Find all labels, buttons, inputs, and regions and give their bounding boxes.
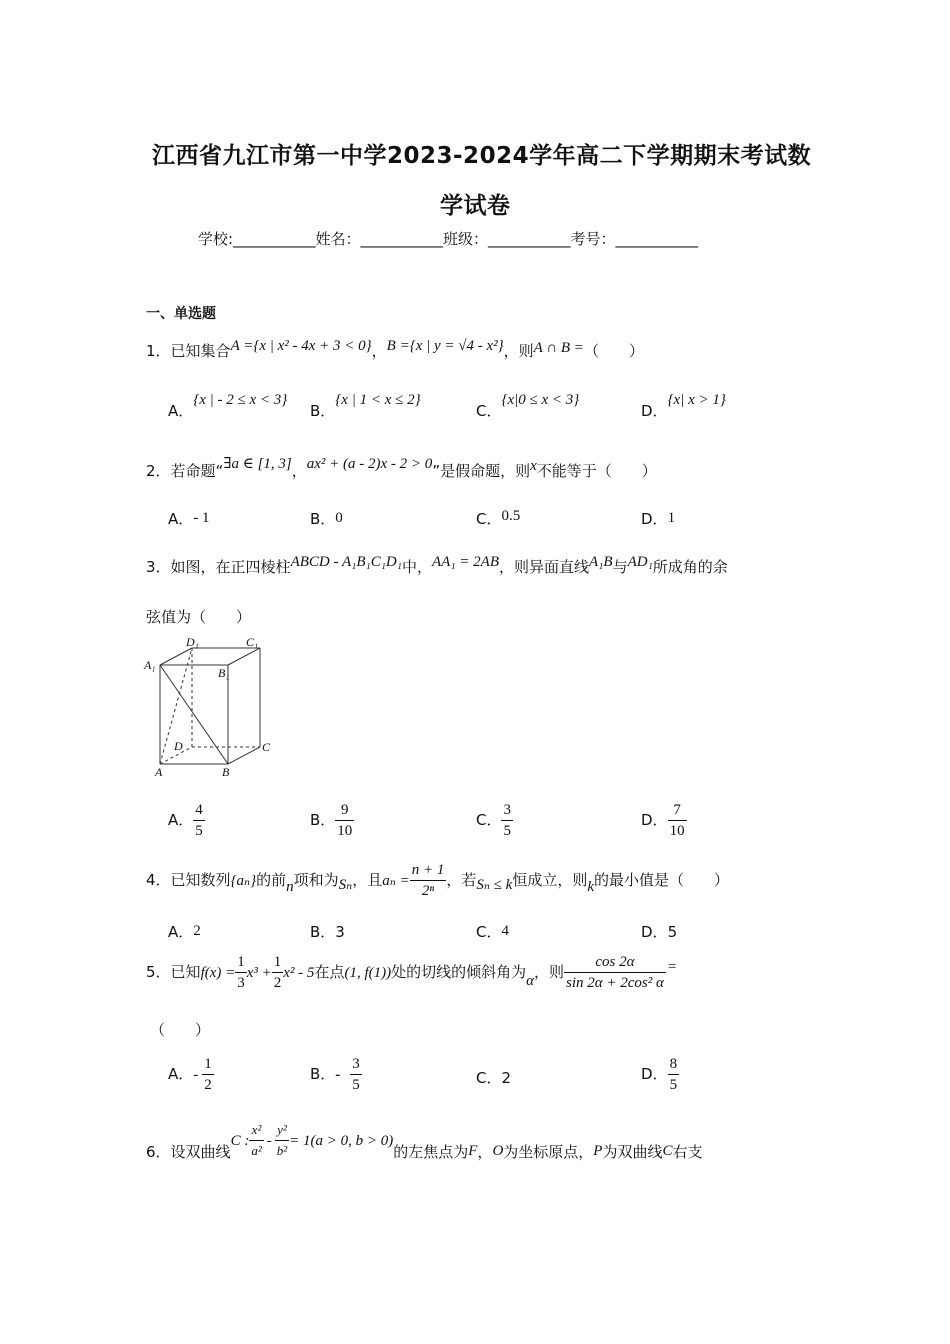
option-math: {x | - 2 ≤ x < 3} — [193, 392, 288, 408]
stem-text: 处的切线的倾斜角为 — [391, 963, 527, 981]
math-line-a1b: A₁B — [589, 554, 613, 570]
option-label: C． — [476, 923, 502, 941]
numerator: 3 — [501, 800, 513, 821]
math-prism: ABCD - A₁B₁C₁D₁ — [290, 554, 402, 570]
stem-text: 右支 — [672, 1143, 703, 1161]
math-intersection: A ∩ B = — [533, 340, 584, 356]
option-label: B． — [310, 1065, 336, 1083]
question-1 — [146, 340, 644, 361]
denominator: 10 — [337, 823, 353, 839]
stem-text: ，且 — [352, 871, 383, 889]
numerator: 3 — [350, 1054, 362, 1075]
numerator: 8 — [668, 1054, 680, 1075]
numerator: 1 — [235, 952, 247, 973]
option-math: {x|0 ≤ x < 3} — [501, 392, 580, 408]
option-fraction — [501, 800, 513, 841]
student-info-line: 学校:___________姓名：___________班级：___________考号：___________ — [198, 230, 699, 248]
q3-option-b[interactable] — [310, 800, 354, 841]
option-label: C． — [476, 510, 502, 528]
stem-text: 已知数列 — [170, 871, 231, 889]
math-k: k — [587, 879, 595, 895]
section-heading: 一、单选题 — [146, 306, 216, 322]
stem-text: 中， — [401, 558, 432, 576]
edge-d1-a1 — [160, 648, 192, 665]
stem-text: 的最小值是（ ） — [594, 871, 730, 889]
math-alpha: α — [526, 973, 534, 989]
option-value: 0 — [335, 510, 343, 526]
stem-text: 的左焦点为 — [393, 1143, 469, 1161]
stem-text: 为坐标原点， — [503, 1143, 594, 1161]
math-inequality: ax² + (a - 2)x - 2 > 0 — [306, 456, 433, 472]
denominator: 5 — [195, 823, 203, 839]
q4-option-b[interactable] — [310, 921, 345, 942]
math-minus: - — [266, 1133, 272, 1149]
stem-text: 已知集合 — [170, 342, 231, 360]
q1-option-c[interactable] — [476, 388, 580, 420]
option-label: C． — [476, 811, 502, 829]
question-3-line2: 弦值为（ ） — [146, 608, 252, 626]
option-value: - 1 — [193, 510, 210, 526]
edge-b1-c1 — [228, 648, 260, 665]
option-label: D． — [641, 923, 668, 941]
math-hyperbola-condition: = 1(a > 0, b > 0) — [289, 1133, 394, 1149]
label-c1: C₁ — [246, 635, 259, 649]
page-title-line1: 江西省九江市第一中学2023-2024学年高二下学期期末考试数 — [152, 143, 812, 169]
option-label: C． — [476, 1069, 502, 1087]
option-fraction — [668, 800, 687, 841]
option-label: B． — [310, 402, 336, 420]
math-set-b: B ={x | y = √4 - x²} — [386, 338, 504, 354]
numerator: x² — [249, 1120, 263, 1141]
option-math: {x | 1 < x ≤ 2} — [335, 392, 421, 408]
math-equals: = — [667, 959, 677, 975]
option-value: 5 — [667, 923, 678, 941]
question-4 — [146, 860, 729, 901]
option-math: {x| x > 1} — [667, 392, 726, 408]
edge-b-c — [228, 747, 260, 764]
math-sn: Sₙ — [338, 877, 353, 893]
question-6 — [146, 1120, 703, 1161]
math-sn-bound: Sₙ ≤ k — [476, 877, 513, 893]
denominator: b² — [276, 1143, 288, 1158]
option-fraction — [335, 800, 354, 841]
q5-option-d[interactable] — [641, 1054, 679, 1095]
label-b1: B₁ — [218, 666, 230, 680]
denominator: 2 — [204, 1077, 212, 1093]
option-label: A． — [168, 1065, 194, 1083]
numerator: 7 — [668, 800, 687, 821]
option-value: 2 — [193, 923, 201, 939]
option-label: C． — [476, 402, 502, 420]
option-value: 0.5 — [501, 508, 521, 524]
denominator: 5 — [503, 823, 511, 839]
numerator: n + 1 — [410, 860, 447, 881]
q2-option-d[interactable] — [641, 508, 675, 529]
question-number: 2． — [146, 462, 171, 480]
stem-text: ， — [477, 1143, 493, 1161]
q4-option-a[interactable] — [168, 921, 201, 942]
option-label: A． — [168, 510, 194, 528]
label-c: C — [262, 740, 271, 754]
math-x: x — [530, 458, 537, 474]
stem-text: 不能等于（ ） — [536, 462, 657, 480]
option-sign: - — [335, 1067, 341, 1083]
denominator: a² — [251, 1143, 262, 1158]
question-5-line2: （ ） — [150, 1021, 211, 1039]
question-3 — [146, 556, 728, 577]
math-n: n — [286, 879, 294, 895]
denominator: 10 — [669, 823, 685, 839]
stem-text: 若命题“ — [170, 462, 224, 480]
q1-option-b[interactable] — [310, 388, 421, 420]
denominator: 3 — [237, 975, 245, 991]
denominator: 2 — [273, 975, 282, 991]
math-fx: f(x) = — [200, 965, 236, 981]
numerator: 1 — [272, 952, 284, 973]
q1-option-d[interactable] — [641, 388, 726, 420]
math-edge-ratio: AA₁ = 2AB — [432, 554, 499, 570]
q4-option-c[interactable] — [476, 921, 509, 942]
page-title-line2: 学试卷 — [440, 193, 511, 219]
math-c-label: C : — [230, 1133, 250, 1149]
q4-option-d[interactable] — [641, 921, 677, 942]
stem-text: 与 — [612, 558, 628, 576]
option-label: A． — [168, 923, 194, 941]
stem-text: （ ） — [583, 342, 644, 360]
stem-text: ， — [371, 342, 387, 360]
question-2 — [146, 456, 657, 481]
stem-text: 恒成立，则 — [512, 871, 588, 889]
math-one-third — [235, 952, 247, 993]
option-label: B． — [310, 510, 336, 528]
denominator: 5 — [669, 1077, 678, 1093]
math-set-a: A ={x | x² - 4x + 3 < 0} — [230, 338, 372, 354]
option-fraction — [193, 800, 205, 841]
stem-text: 所成角的余 — [652, 558, 728, 576]
option-label: A． — [168, 402, 194, 420]
math-trig-fraction — [564, 952, 666, 993]
label-a1: A₁ — [144, 658, 156, 672]
denominator: 2ⁿ — [421, 883, 435, 899]
math-x2-a2 — [249, 1120, 263, 1161]
math-one-half — [272, 952, 284, 993]
math-sequence: {aₙ} — [230, 873, 257, 889]
math-o: O — [492, 1143, 504, 1159]
option-label: B． — [310, 811, 336, 829]
question-number: 6． — [146, 1143, 171, 1161]
q2-option-a[interactable] — [168, 508, 210, 529]
option-value: 4 — [501, 923, 509, 939]
math-y2-b2 — [275, 1120, 289, 1161]
q2-option-b[interactable] — [310, 508, 343, 529]
question-number: 4． — [146, 871, 171, 889]
math-exists: ∃a ∈ [1, 3] — [223, 456, 292, 472]
option-label: D． — [641, 402, 668, 420]
stem-text: 的前 — [256, 871, 287, 889]
stem-text: ， — [291, 462, 307, 480]
numerator: 1 — [202, 1054, 214, 1075]
option-value: 3 — [335, 923, 345, 941]
stem-text: 在点 — [314, 963, 345, 981]
label-d: D — [174, 739, 183, 753]
numerator: 9 — [335, 800, 354, 821]
stem-text: ，若 — [446, 871, 477, 889]
math-p: P — [593, 1143, 603, 1159]
stem-text: 项和为 — [293, 871, 339, 889]
numerator: y² — [275, 1120, 289, 1141]
math-point: (1, f(1)) — [344, 965, 392, 981]
q2-option-c[interactable] — [476, 508, 520, 529]
option-label: B． — [310, 923, 336, 941]
q5-option-c[interactable] — [476, 1067, 511, 1088]
stem-text: 为双曲线 — [602, 1143, 663, 1161]
q5-option-a[interactable] — [168, 1054, 214, 1095]
denominator: 5 — [352, 1077, 360, 1093]
math-x-cubed: x³ + — [246, 965, 272, 981]
question-5 — [146, 952, 676, 993]
stem-text: ”是假命题，则 — [432, 462, 531, 480]
option-label: A． — [168, 811, 194, 829]
question-number: 3． — [146, 558, 171, 576]
stem-text: 设双曲线 — [170, 1143, 231, 1161]
stem-text: ，则 — [503, 342, 534, 360]
option-label: D． — [641, 510, 668, 528]
question-number: 5． — [146, 963, 171, 981]
stem-text: ，则异面直线 — [499, 558, 590, 576]
math-line-ad1: AD₁ — [627, 554, 653, 570]
q3-option-d[interactable] — [641, 800, 687, 841]
stem-text: ，则 — [534, 963, 565, 981]
stem-text: 如图，在正四棱柱 — [170, 558, 291, 576]
math-x-squared: x² - 5 — [283, 965, 315, 981]
denominator: sin 2α + 2cos² α — [566, 975, 664, 991]
prism-figure — [140, 634, 280, 779]
numerator: 4 — [193, 800, 205, 821]
math-an-fraction — [410, 860, 447, 901]
option-fraction — [202, 1054, 214, 1095]
option-sign: - — [193, 1067, 199, 1083]
question-number: 1． — [146, 342, 171, 360]
label-b: B — [222, 765, 230, 779]
option-value: 1 — [667, 510, 676, 526]
q5-option-b[interactable] — [310, 1054, 362, 1095]
stem-text: 已知 — [170, 963, 201, 981]
option-fraction — [350, 1054, 362, 1095]
math-an-equals: aₙ = — [382, 873, 410, 889]
label-d1: D₁ — [186, 635, 199, 649]
option-fraction — [668, 1054, 680, 1095]
option-label: D． — [641, 811, 668, 829]
label-a: A — [155, 765, 163, 779]
q3-option-a[interactable] — [168, 800, 205, 841]
q3-option-c[interactable] — [476, 800, 513, 841]
option-value: 2 — [501, 1069, 512, 1087]
option-label: D． — [641, 1065, 668, 1083]
math-f: F — [468, 1143, 478, 1159]
math-c: C — [662, 1143, 673, 1159]
numerator: cos 2α — [564, 952, 666, 973]
q1-option-a[interactable] — [168, 388, 288, 420]
